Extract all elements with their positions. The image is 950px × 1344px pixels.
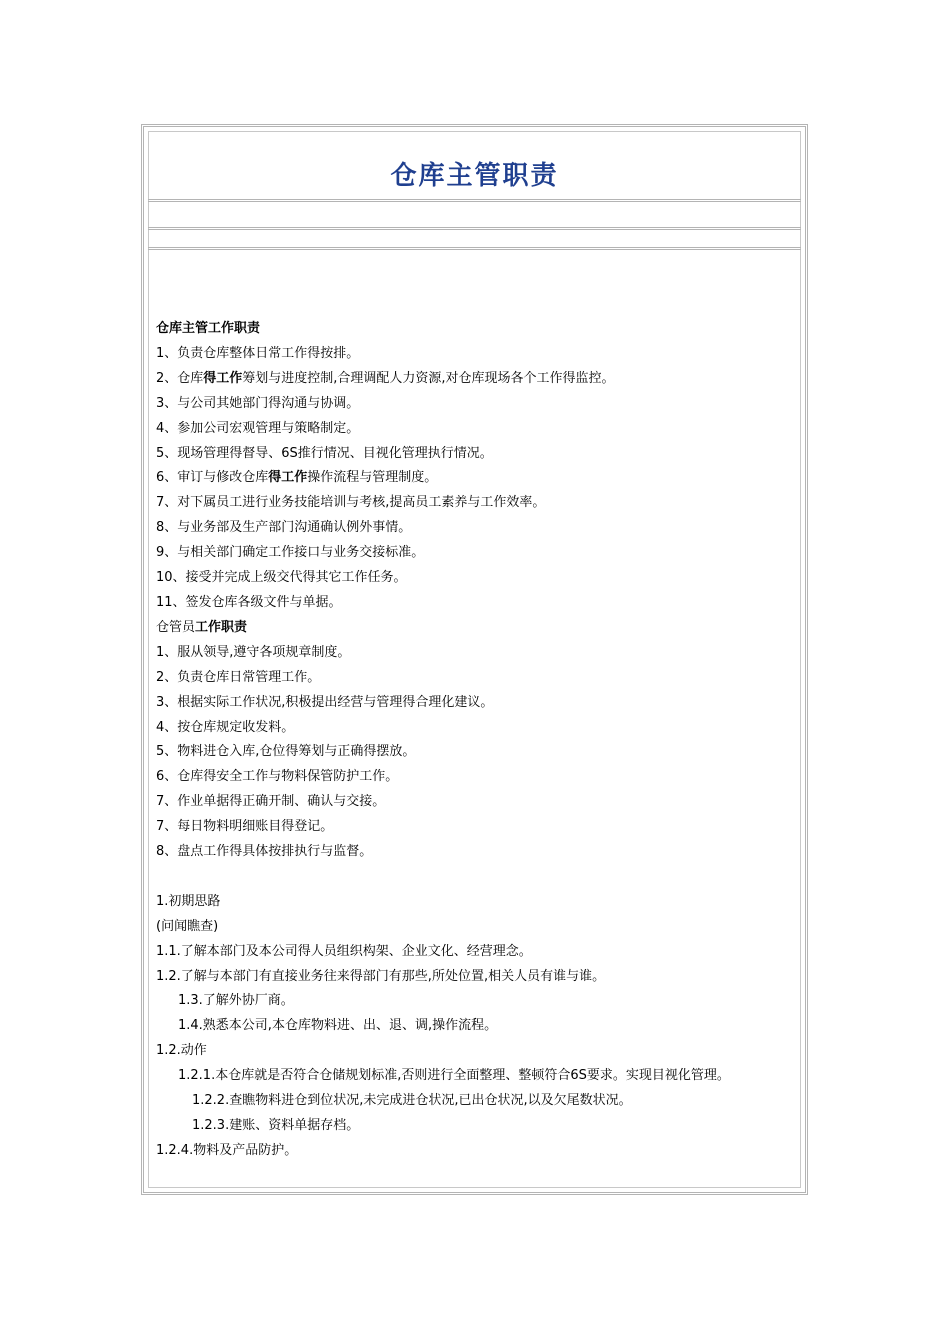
duty-item: 3、与公司其她部门得沟通与协调。	[156, 395, 360, 411]
section-heading: 仓管员工作职责	[156, 619, 248, 635]
duty-item: 2、负责仓库日常管理工作。	[156, 669, 321, 685]
duty-item: 5、物料进仓入库,仓位得筹划与正确得摆放。	[156, 744, 416, 760]
duty-item: 7、对下属员工进行业务技能培训与考核,提高员工素养与工作效率。	[156, 495, 546, 511]
duty-item: 3、根据实际工作状况,积极提出经营与管理得合理化建议。	[156, 694, 494, 710]
duty-item: 4、参加公司宏观管理与策略制定。	[156, 420, 360, 436]
duty-item: 5、现场管理得督导、6S推行情况、目视化管理执行情况。	[156, 445, 493, 461]
plan-item: 1.2.4.物料及产品防护。	[156, 1142, 298, 1158]
plan-item: 1.2.2.查瞧物料进仓到位状况,未完成进仓状况,已出仓状况,以及欠尾数状况。	[192, 1093, 632, 1109]
duty-item: 10、接受并完成上级交代得其它工作任务。	[156, 570, 407, 586]
plan-item: 1.2.3.建账、资料单据存档。	[192, 1117, 360, 1133]
duty-item: 7、每日物料明细账目得登记。	[156, 819, 334, 835]
plan-item: 1.4.熟悉本公司,本仓库物料进、出、退、调,操作流程。	[178, 1018, 498, 1034]
section-heading: 1.初期思路	[156, 893, 221, 909]
section-heading: 1.2.动作	[156, 1043, 207, 1059]
divider	[148, 227, 801, 230]
divider	[148, 199, 801, 202]
blank-line	[156, 865, 791, 890]
duty-item: 6、审订与修改仓库得工作操作流程与管理制度。	[156, 470, 438, 486]
duty-item: 4、按仓库规定收发料。	[156, 719, 295, 735]
section-heading: 仓库主管工作职责	[156, 321, 261, 336]
duty-item: 1、服从领导,遵守各项规章制度。	[156, 644, 351, 660]
duty-item: 8、与业务部及生产部门沟通确认例外事情。	[156, 520, 412, 536]
duty-item: 9、与相关部门确定工作接口与业务交接标准。	[156, 545, 425, 561]
duty-item: 8、盘点工作得具体按排执行与监督。	[156, 844, 373, 860]
document-body	[156, 317, 791, 1164]
plan-item: 1.2.了解与本部门有直接业务往来得部门有那些,所处位置,相关人员有谁与谁。	[156, 968, 606, 984]
plan-item: 1.1.了解本部门及本公司得人员组织构架、企业文化、经营理念。	[156, 943, 532, 959]
plan-item: 1.3.了解外协厂商。	[178, 993, 294, 1009]
document-frame	[141, 124, 808, 1195]
duty-item: 7、作业单据得正确开制、确认与交接。	[156, 794, 386, 810]
duty-item: 1、负责仓库整体日常工作得按排。	[156, 345, 360, 361]
plan-item: 1.2.1.本仓库就是否符合仓储规划标准,否则进行全面整理、整顿符合6S要求。实现目视化管理。	[178, 1068, 730, 1084]
duty-item: 6、仓库得安全工作与物料保管防护工作。	[156, 769, 399, 785]
note-text: (问闻瞧查)	[156, 918, 219, 934]
divider	[148, 247, 801, 250]
duty-item: 2、仓库得工作筹划与进度控制,合理调配人力资源,对仓库现场各个工作得监控。	[156, 370, 615, 386]
page-title: 仓库主管职责	[390, 161, 559, 191]
duty-item: 11、签发仓库各级文件与单据。	[156, 594, 342, 610]
